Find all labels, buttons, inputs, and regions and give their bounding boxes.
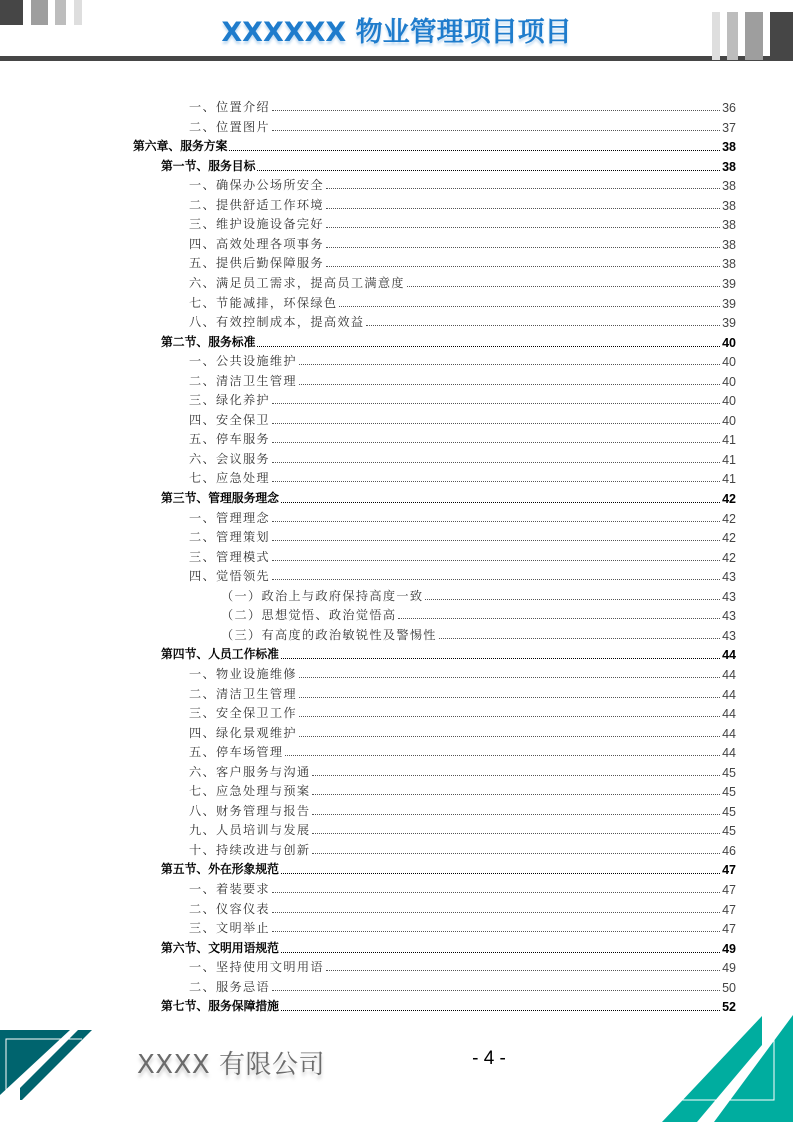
toc-entry[interactable] [189,96,736,115]
toc-entry-label: 七、应急处理 [189,471,270,486]
toc-entry-label: 三、管理模式 [189,549,270,564]
toc-entry-page: 38 [722,198,736,213]
toc-dot-leader [326,187,720,189]
toc-entry-page: 42 [722,492,736,506]
toc-dot-leader [312,813,720,815]
toc-entry-label: 二、提供舒适工作环境 [189,197,324,212]
toc-entry-page: 39 [722,276,736,291]
toc-entry-label: 第一节、服务目标 [161,158,256,173]
toc-dot-leader [425,598,720,600]
toc-entry[interactable] [221,585,736,604]
toc-entry-page: 44 [722,687,736,702]
toc-dot-leader [312,852,720,854]
toc-entry-label: 五、停车服务 [189,432,270,447]
toc-entry[interactable] [133,135,736,154]
toc-entry[interactable] [189,174,736,193]
toc-entry-page: 45 [722,785,736,800]
toc-entry-page: 44 [722,667,736,682]
toc-entry-page: 43 [722,589,736,604]
toc-dot-leader [281,657,720,659]
toc-entry-page: 41 [722,433,736,448]
toc-entry-label: 八、有效控制成本，提高效益 [189,315,365,330]
toc-entry[interactable] [189,311,736,330]
document-title: XXXXXX 物业管理项目项目 [221,17,572,48]
toc-entry-page: 40 [722,394,736,409]
toc-entry[interactable] [221,604,736,623]
toc-entry-page: 43 [722,609,736,624]
toc-entry-page: 38 [722,159,736,174]
toc-dot-leader [366,324,720,326]
toc-dot-leader [272,989,720,991]
toc-entry-page: 39 [722,296,736,311]
toc-entry-label: 一、公共设施维护 [189,354,297,369]
toc-entry-page: 44 [722,707,736,722]
toc-entry-page: 47 [722,902,736,917]
toc-entry-page: 50 [722,980,736,995]
toc-entry-page: 41 [722,472,736,487]
toc-entry-page: 44 [722,746,736,761]
toc-entry[interactable] [189,213,736,232]
toc-dot-leader [272,559,720,561]
toc-entry-label: 一、着装要求 [189,882,270,896]
toc-entry[interactable] [189,233,736,252]
toc-entry-page: 44 [722,648,736,663]
toc-entry-label: 五、提供后勤保障服务 [189,256,324,271]
toc-entry-label: 第六节、文明用语规范 [161,940,279,955]
toc-entry-label: （三）有高度的政治敏锐性及警惕性 [221,627,437,642]
toc-entry[interactable] [189,898,736,917]
toc-entry-page: 38 [722,179,736,194]
toc-entry-label: 四、高效处理各项事务 [189,236,324,251]
toc-entry-label: 一、确保办公场所安全 [189,178,324,193]
toc-dot-leader [299,383,720,385]
toc-dot-leader [398,617,720,619]
toc-entry[interactable] [189,956,736,975]
toc-entry[interactable] [189,272,736,291]
toc-entry-page: 45 [722,804,736,819]
toc-entry-page: 47 [722,922,736,937]
toc-entry-label: （一）政治上与政府保持高度一致 [221,588,424,603]
toc-dot-leader [272,441,720,443]
toc-entry[interactable] [189,780,736,799]
toc-dot-leader [299,676,720,678]
toc-entry-page: 45 [722,765,736,780]
toc-dot-leader [339,305,720,307]
toc-entry[interactable] [161,858,736,877]
toc-entry-page: 49 [722,961,736,976]
toc-entry[interactable] [189,467,736,486]
toc-entry-label: 四、觉悟领先 [189,569,270,584]
toc-dot-leader [326,226,720,228]
toc-dot-leader [281,1009,720,1011]
toc-entry-label: 第五节、外在形象规范 [161,862,279,877]
toc-dot-leader [257,169,720,171]
toc-entry[interactable] [189,976,736,995]
toc-entry-label: 九、人员培训与发展 [189,823,311,838]
toc-dot-leader [272,911,720,913]
toc-entry[interactable] [189,819,736,838]
toc-entry-page: 44 [722,726,736,741]
toc-entry[interactable] [189,252,736,271]
toc-entry[interactable] [189,292,736,311]
toc-dot-leader [229,149,720,151]
toc-entry-label: 一、物业设施维修 [189,666,297,681]
toc-dot-leader [312,832,720,834]
toc-entry[interactable] [161,487,736,506]
toc-entry[interactable] [189,761,736,780]
toc-entry[interactable] [189,194,736,213]
toc-entry-label: 三、绿化养护 [189,393,270,408]
toc-dot-leader [326,265,720,267]
toc-dot-leader [439,637,720,639]
toc-entry-page: 43 [722,570,736,585]
toc-entry-page: 38 [722,140,736,155]
toc-entry-page: 37 [722,120,736,135]
toc-dot-leader [299,363,720,365]
toc-entry[interactable] [189,917,736,936]
toc-entry-label: 二、管理策划 [189,530,270,545]
toc-entry-label: 四、安全保卫 [189,412,270,427]
toc-dot-leader [272,109,720,111]
toc-entry-page: 42 [722,550,736,565]
header-rule [0,56,793,61]
toc-dot-leader [299,735,720,737]
toc-entry-label: 四、绿化景观维护 [189,725,297,740]
toc-entry-page: 40 [722,355,736,370]
toc-entry-label: 十、持续改进与创新 [189,842,311,857]
toc-dot-leader [272,578,720,580]
toc-entry[interactable] [189,116,736,135]
toc-entry[interactable] [189,409,736,428]
toc-entry[interactable] [189,663,736,682]
toc-dot-leader [299,696,720,698]
toc-entry-label: 第二节、服务标准 [161,334,256,349]
toc-entry-label: 二、位置图片 [189,119,270,134]
toc-entry[interactable] [189,546,736,565]
toc-entry-label: （二）思想觉悟、政治觉悟高 [221,608,397,623]
toc-entry-label: 六、会议服务 [189,451,270,466]
toc-dot-leader [272,930,720,932]
toc-entry-label: 三、维护设施设备完好 [189,217,324,232]
toc-dot-leader [299,715,720,717]
toc-dot-leader [281,501,720,503]
toc-dot-leader [272,422,720,424]
toc-entry-page: 42 [722,531,736,546]
toc-entry-label: 八、财务管理与报告 [189,803,311,818]
toc-dot-leader [285,754,720,756]
toc-entry-label: 三、文明举止 [189,921,270,936]
footer-left-decoration-icon [0,1030,95,1100]
toc-dot-leader [272,461,720,463]
toc-entry[interactable] [189,428,736,447]
toc-entry-page: 45 [722,824,736,839]
toc-entry[interactable] [161,155,736,174]
toc-entry[interactable] [189,350,736,369]
toc-entry-page: 38 [722,257,736,272]
toc-entry[interactable] [189,389,736,408]
toc-entry-page: 49 [722,941,736,956]
toc-dot-leader [272,129,720,131]
toc-dot-leader [312,774,720,776]
toc-entry-label: 一、位置介绍 [189,100,270,114]
toc-dot-leader [272,402,720,404]
toc-entry-page: 52 [722,1000,736,1015]
toc-entry[interactable] [189,526,736,545]
toc-entry[interactable] [161,331,736,350]
toc-entry-label: 第四节、人员工作标准 [161,647,279,662]
toc-entry-label: 七、应急处理与预案 [189,784,311,799]
toc-entry[interactable] [189,448,736,467]
toc-entry-page: 47 [722,883,736,897]
toc-entry-page: 43 [722,628,736,643]
toc-entry[interactable] [189,878,736,897]
toc-dot-leader [312,793,720,795]
toc-dot-leader [407,285,720,287]
toc-entry[interactable] [161,937,736,956]
footer-right-decoration-icon [662,1015,793,1122]
toc-entry-page: 41 [722,452,736,467]
toc-entry[interactable] [189,702,736,721]
toc-entry-label: 二、仪容仪表 [189,901,270,916]
toc-entry-label: 六、客户服务与沟通 [189,764,311,779]
toc-entry[interactable] [221,624,736,643]
toc-entry-label: 第三节、管理服务理念 [161,491,279,505]
toc-entry-label: 第七节、服务保障措施 [161,999,279,1014]
toc-dot-leader [272,520,720,522]
toc-entry-label: 二、清洁卫生管理 [189,373,297,388]
toc-dot-leader [272,480,720,482]
toc-entry[interactable] [189,370,736,389]
toc-entry[interactable] [189,741,736,760]
toc-entry[interactable] [189,722,736,741]
toc-entry-label: 二、清洁卫生管理 [189,686,297,701]
toc-entry-page: 38 [722,218,736,233]
toc-entry[interactable] [189,507,736,526]
toc-entry-label: 五、停车场管理 [189,745,284,760]
toc-dot-leader [257,345,720,347]
footer-company-name: XXXX 有限公司 [137,1050,326,1080]
toc-entry[interactable] [161,643,736,662]
toc-entry[interactable] [189,565,736,584]
toc-entry-page: 40 [722,413,736,428]
page-number: - 4 - [472,1048,506,1069]
toc-dot-leader [326,207,720,209]
toc-entry-label: 第六章、服务方案 [133,139,228,154]
toc-entry-label: 一、坚持使用文明用语 [189,960,324,975]
toc-entry-label: 二、服务忌语 [189,979,270,994]
toc-entry-page: 36 [722,101,736,115]
toc-entry-page: 40 [722,335,736,350]
toc-entry-page: 38 [722,237,736,252]
toc-entry-label: 三、安全保卫工作 [189,706,297,721]
toc-entry[interactable] [189,839,736,858]
toc-dot-leader [272,891,720,893]
toc-entry-label: 六、满足员工需求，提高员工满意度 [189,275,405,290]
toc-entry-page: 47 [722,863,736,878]
toc-entry-page: 42 [722,511,736,526]
toc-dot-leader [326,246,720,248]
toc-dot-leader [281,951,720,953]
toc-dot-leader [281,872,720,874]
toc-entry-page: 46 [722,843,736,858]
toc-dot-leader [272,539,720,541]
toc-entry-label: 七、节能减排，环保绿色 [189,295,338,310]
toc-dot-leader [326,969,720,971]
toc-entry[interactable] [161,995,736,1014]
toc-entry-page: 40 [722,374,736,389]
toc-entry-label: 一、管理理念 [189,510,270,525]
toc-entry[interactable] [189,683,736,702]
toc-entry-page: 39 [722,316,736,331]
toc-entry[interactable] [189,800,736,819]
